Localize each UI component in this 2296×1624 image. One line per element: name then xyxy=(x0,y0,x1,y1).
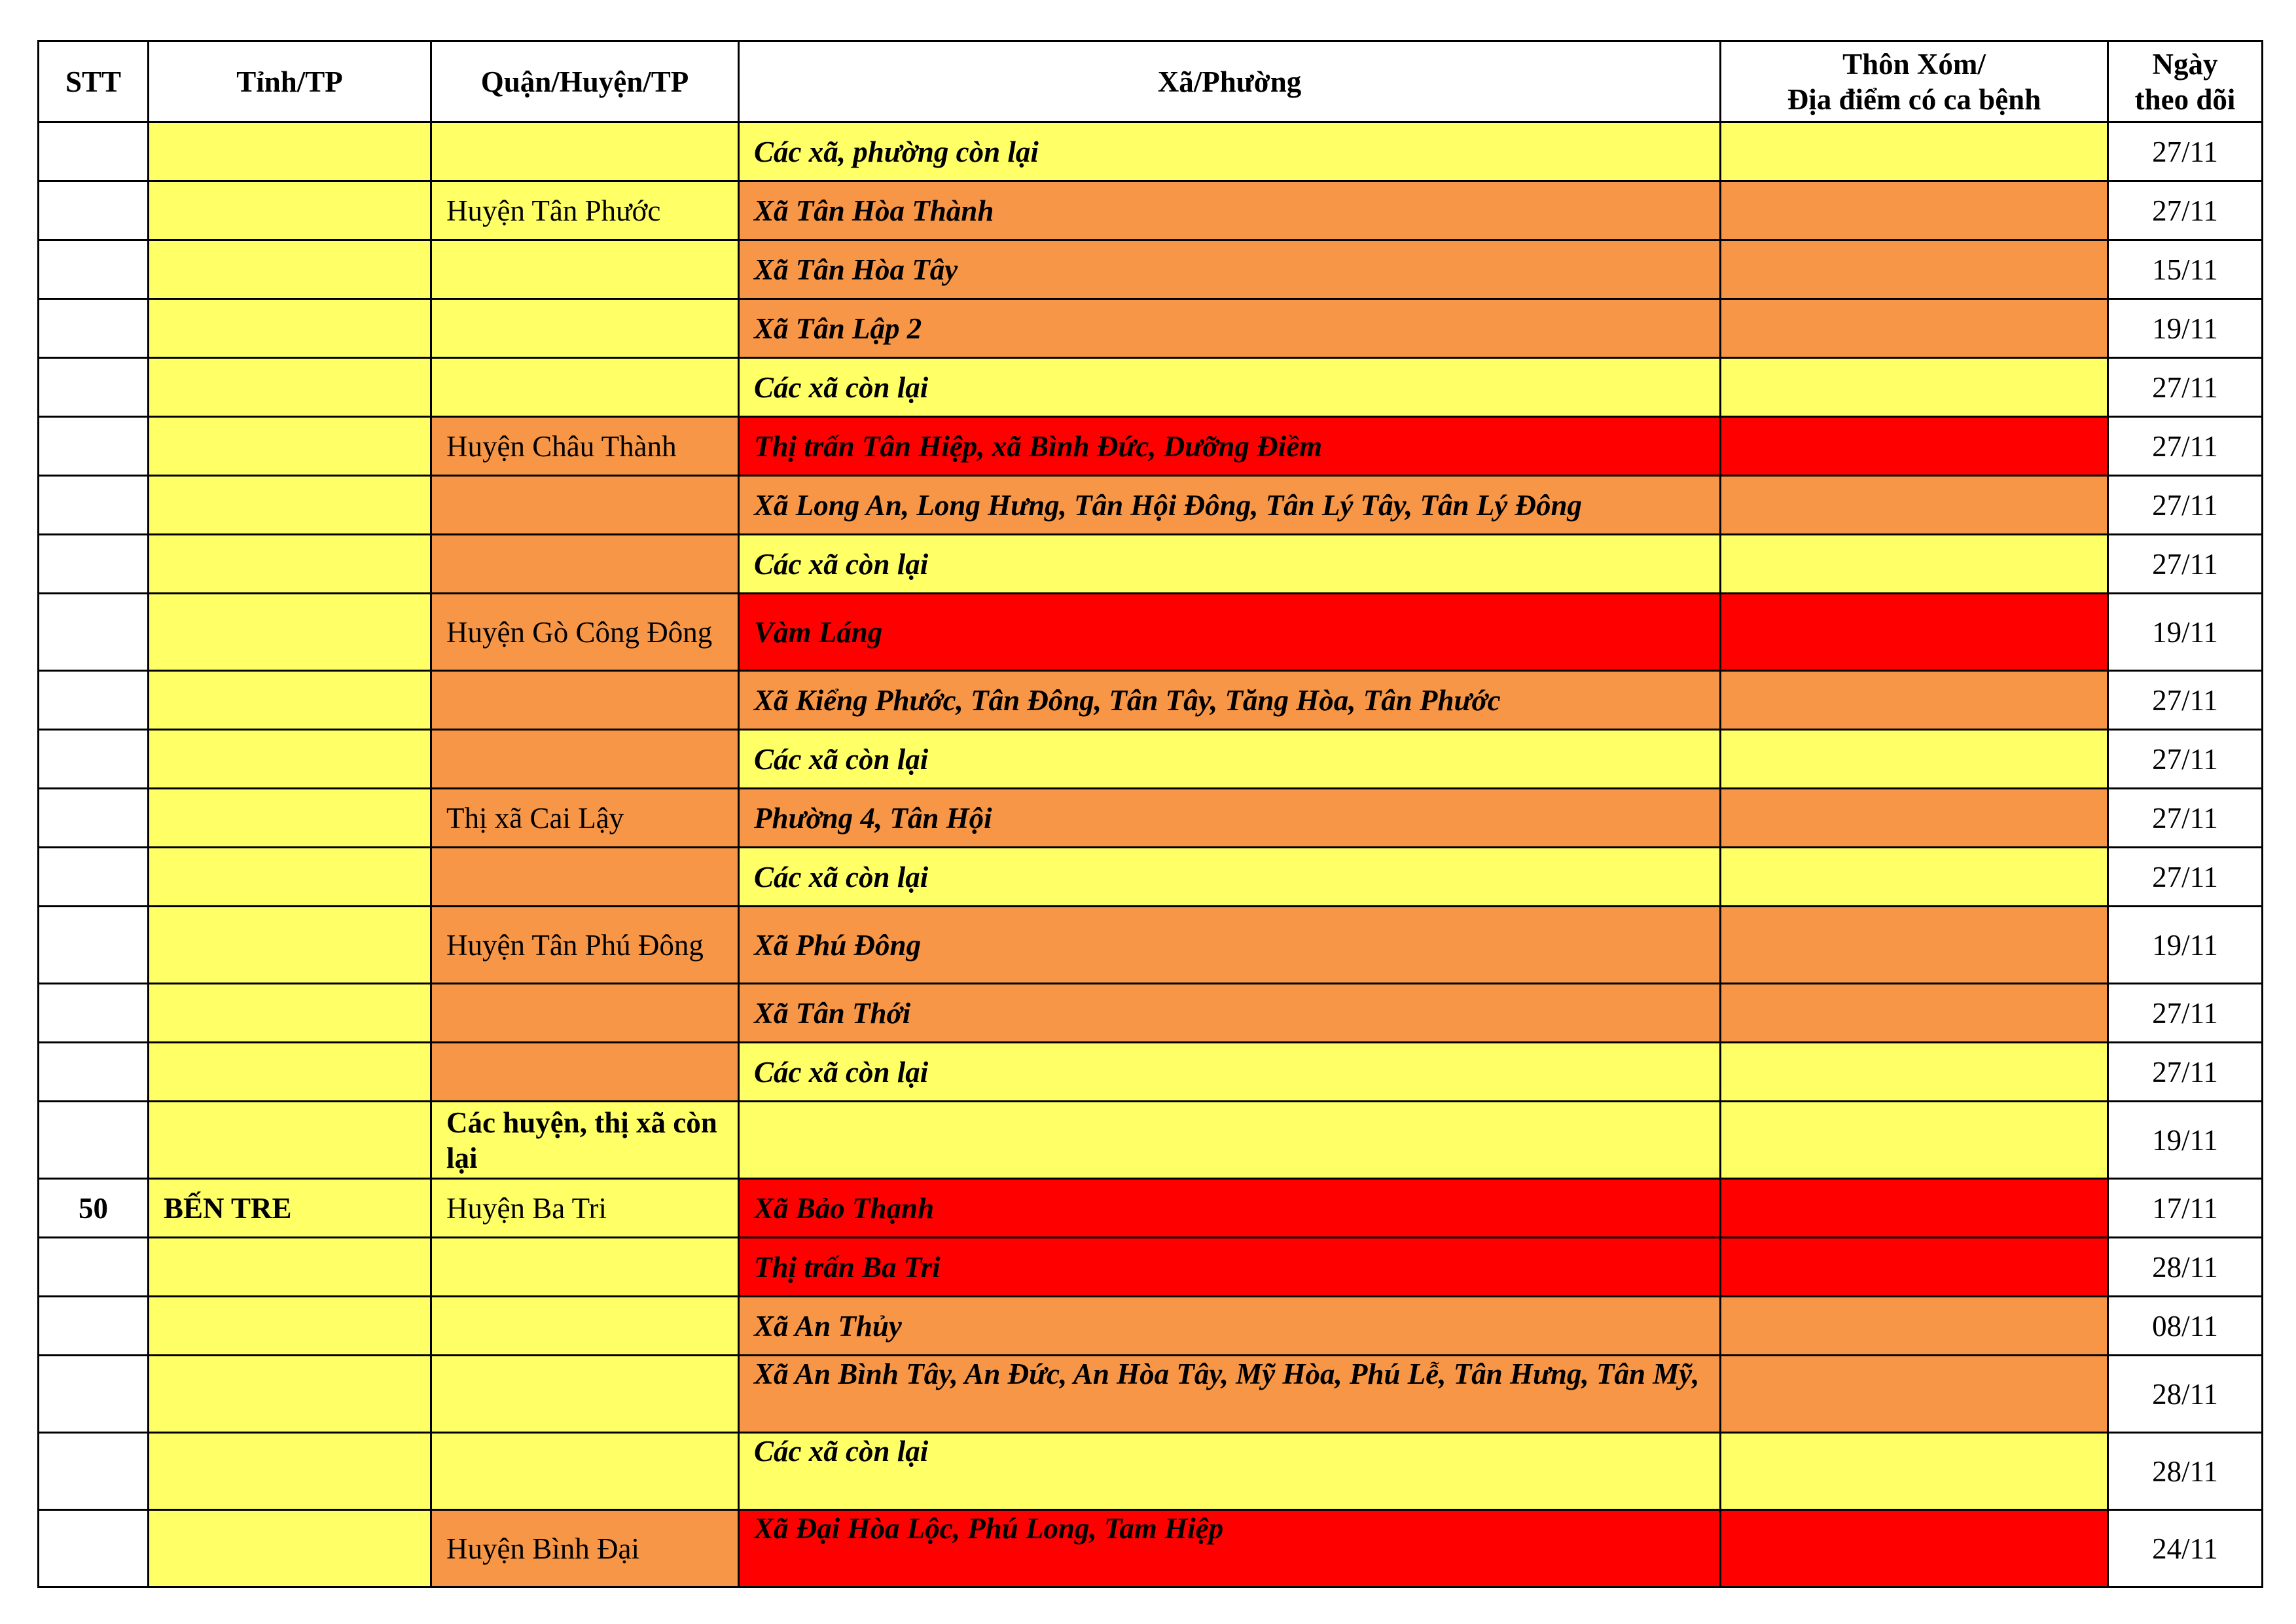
cell-stt: 50 xyxy=(39,1179,149,1238)
cell-stt xyxy=(39,240,149,299)
cell-tinh xyxy=(149,181,431,240)
cell-ngay: 24/11 xyxy=(2108,1510,2263,1587)
header-thon-line2: Địa điểm có ca bệnh xyxy=(1787,82,2041,116)
cell-thon xyxy=(1721,594,2108,671)
cell-ngay: 28/11 xyxy=(2108,1356,2263,1433)
cell-thon xyxy=(1721,1356,2108,1433)
cell-stt xyxy=(39,299,149,358)
cell-tinh xyxy=(149,1356,431,1433)
cell-thon xyxy=(1721,1433,2108,1510)
cell-thon xyxy=(1721,181,2108,240)
cell-ngay: 08/11 xyxy=(2108,1297,2263,1356)
cell-ngay: 27/11 xyxy=(2108,181,2263,240)
cell-tinh xyxy=(149,1238,431,1297)
table-row xyxy=(39,984,2263,1043)
cell-stt xyxy=(39,907,149,984)
cell-xa: Các xã còn lại xyxy=(739,848,1721,907)
cell-tinh xyxy=(149,789,431,848)
cell-stt xyxy=(39,1102,149,1179)
header-ngay-line2: theo dõi xyxy=(2134,82,2236,116)
cell-ngay: 27/11 xyxy=(2108,358,2263,417)
cell-quan xyxy=(431,848,739,907)
cell-thon xyxy=(1721,417,2108,476)
cell-tinh xyxy=(149,358,431,417)
cell-ngay: 19/11 xyxy=(2108,594,2263,671)
cell-thon xyxy=(1721,240,2108,299)
cell-quan xyxy=(431,1433,739,1510)
cell-xa: Các xã còn lại xyxy=(739,730,1721,789)
cell-stt xyxy=(39,476,149,535)
cell-ngay: 17/11 xyxy=(2108,1179,2263,1238)
cell-ngay: 19/11 xyxy=(2108,907,2263,984)
cell-xa: Xã Tân Thới xyxy=(739,984,1721,1043)
cell-ngay: 27/11 xyxy=(2108,789,2263,848)
table-body xyxy=(39,122,2263,1587)
cell-xa: Xã Tân Hòa Thành xyxy=(739,181,1721,240)
table-row xyxy=(39,181,2263,240)
header-stt: STT xyxy=(39,41,149,122)
cell-xa: Xã Kiểng Phước, Tân Đông, Tân Tây, Tăng Hòa, Tân Phước xyxy=(739,671,1721,730)
header-xa: Xã/Phường xyxy=(739,41,1721,122)
cell-ngay: 27/11 xyxy=(2108,476,2263,535)
table-row xyxy=(39,671,2263,730)
cell-ngay: 27/11 xyxy=(2108,535,2263,594)
cell-tinh xyxy=(149,1043,431,1102)
cell-xa: Xã Long An, Long Hưng, Tân Hội Đông, Tân Lý Tây, Tân Lý Đông xyxy=(739,476,1721,535)
cell-tinh xyxy=(149,984,431,1043)
cell-stt xyxy=(39,181,149,240)
header-row xyxy=(39,41,2263,122)
cell-thon xyxy=(1721,476,2108,535)
cell-stt xyxy=(39,848,149,907)
header-thon xyxy=(1721,41,2108,122)
cell-stt xyxy=(39,358,149,417)
cell-quan xyxy=(431,240,739,299)
cell-quan: Huyện Bình Đại xyxy=(431,1510,739,1587)
cell-tinh xyxy=(149,417,431,476)
cell-xa: Xã Phú Đông xyxy=(739,907,1721,984)
header-ngay-line1: Ngày xyxy=(2152,47,2218,81)
cell-tinh xyxy=(149,671,431,730)
cell-xa: Vàm Láng xyxy=(739,594,1721,671)
cell-xa: Các xã còn lại xyxy=(739,1043,1721,1102)
table-row xyxy=(39,122,2263,181)
cell-xa: Các xã còn lại xyxy=(739,358,1721,417)
table-row xyxy=(39,299,2263,358)
cell-thon xyxy=(1721,535,2108,594)
cell-quan xyxy=(431,671,739,730)
cell-thon xyxy=(1721,984,2108,1043)
cell-tinh xyxy=(149,240,431,299)
cell-thon xyxy=(1721,730,2108,789)
cell-xa: Xã Tân Hòa Tây xyxy=(739,240,1721,299)
cell-xa: Phường 4, Tân Hội xyxy=(739,789,1721,848)
cell-tinh xyxy=(149,122,431,181)
cell-thon xyxy=(1721,1179,2108,1238)
cell-tinh xyxy=(149,848,431,907)
cell-ngay: 27/11 xyxy=(2108,848,2263,907)
cell-quan xyxy=(431,358,739,417)
table-row xyxy=(39,1433,2263,1510)
cell-quan: Huyện Gò Công Đông xyxy=(431,594,739,671)
cell-quan xyxy=(431,1356,739,1433)
cell-xa: Thị trấn Ba Tri xyxy=(739,1238,1721,1297)
cell-thon xyxy=(1721,848,2108,907)
cell-thon xyxy=(1721,789,2108,848)
cell-thon xyxy=(1721,907,2108,984)
cell-thon xyxy=(1721,358,2108,417)
table-row xyxy=(39,1356,2263,1433)
cell-xa: Xã Tân Lập 2 xyxy=(739,299,1721,358)
cell-stt xyxy=(39,535,149,594)
table-row xyxy=(39,1510,2263,1587)
cell-tinh xyxy=(149,907,431,984)
table-row xyxy=(39,594,2263,671)
header-tinh: Tỉnh/TP xyxy=(149,41,431,122)
cell-thon xyxy=(1721,1297,2108,1356)
cell-stt xyxy=(39,122,149,181)
cell-stt xyxy=(39,1433,149,1510)
cell-stt xyxy=(39,1356,149,1433)
cell-thon xyxy=(1721,1238,2108,1297)
cell-stt xyxy=(39,789,149,848)
cell-quan xyxy=(431,122,739,181)
cell-xa: Các xã, phường còn lại xyxy=(739,122,1721,181)
cell-ngay: 28/11 xyxy=(2108,1238,2263,1297)
cell-quan xyxy=(431,730,739,789)
table-row xyxy=(39,417,2263,476)
table-row xyxy=(39,1102,2263,1179)
cell-tinh xyxy=(149,1510,431,1587)
cell-stt xyxy=(39,417,149,476)
cell-stt xyxy=(39,1043,149,1102)
cell-quan xyxy=(431,476,739,535)
cell-ngay: 27/11 xyxy=(2108,984,2263,1043)
cell-stt xyxy=(39,730,149,789)
cell-xa: Các xã còn lại xyxy=(739,1433,1721,1510)
cell-ngay: 28/11 xyxy=(2108,1433,2263,1510)
cell-thon xyxy=(1721,1510,2108,1587)
cell-thon xyxy=(1721,299,2108,358)
cell-thon xyxy=(1721,1043,2108,1102)
cell-quan: Huyện Tân Phước xyxy=(431,181,739,240)
table-row xyxy=(39,848,2263,907)
covid-risk-table xyxy=(37,40,2263,1588)
cell-xa: Xã Bảo Thạnh xyxy=(739,1179,1721,1238)
cell-ngay: 19/11 xyxy=(2108,1102,2263,1179)
cell-xa xyxy=(739,1102,1721,1179)
cell-tinh xyxy=(149,730,431,789)
table-row xyxy=(39,240,2263,299)
cell-ngay: 15/11 xyxy=(2108,240,2263,299)
header-ngay xyxy=(2108,41,2263,122)
table-row xyxy=(39,1043,2263,1102)
cell-ngay: 27/11 xyxy=(2108,730,2263,789)
table-row xyxy=(39,789,2263,848)
cell-ngay: 19/11 xyxy=(2108,299,2263,358)
table-row xyxy=(39,1238,2263,1297)
table-row xyxy=(39,358,2263,417)
cell-ngay: 27/11 xyxy=(2108,671,2263,730)
cell-quan: Huyện Ba Tri xyxy=(431,1179,739,1238)
cell-quan xyxy=(431,299,739,358)
cell-ngay: 27/11 xyxy=(2108,417,2263,476)
cell-quan: Huyện Tân Phú Đông xyxy=(431,907,739,984)
cell-xa: Các xã còn lại xyxy=(739,535,1721,594)
cell-thon xyxy=(1721,122,2108,181)
cell-ngay: 27/11 xyxy=(2108,1043,2263,1102)
cell-tinh xyxy=(149,1433,431,1510)
table-row xyxy=(39,1297,2263,1356)
cell-tinh xyxy=(149,1102,431,1179)
cell-stt xyxy=(39,1238,149,1297)
cell-tinh xyxy=(149,476,431,535)
header-thon-line1: Thôn Xóm/ xyxy=(1842,47,1986,81)
cell-quan xyxy=(431,984,739,1043)
cell-quan xyxy=(431,535,739,594)
cell-tinh xyxy=(149,299,431,358)
cell-tinh xyxy=(149,535,431,594)
cell-tinh xyxy=(149,1297,431,1356)
cell-stt xyxy=(39,1510,149,1587)
cell-quan: Thị xã Cai Lậy xyxy=(431,789,739,848)
cell-quan xyxy=(431,1238,739,1297)
cell-xa: Xã An Thủy xyxy=(739,1297,1721,1356)
table-row xyxy=(39,1179,2263,1238)
cell-xa: Xã Đại Hòa Lộc, Phú Long, Tam Hiệp xyxy=(739,1510,1721,1587)
cell-quan xyxy=(431,1297,739,1356)
cell-quan xyxy=(431,1043,739,1102)
cell-quan: Huyện Châu Thành xyxy=(431,417,739,476)
cell-quan: Các huyện, thị xã còn lại xyxy=(431,1102,739,1179)
cell-xa: Thị trấn Tân Hiệp, xã Bình Đức, Dưỡng Điềm xyxy=(739,417,1721,476)
header-quan: Quận/Huyện/TP xyxy=(431,41,739,122)
table-row xyxy=(39,730,2263,789)
cell-tinh: BẾN TRE xyxy=(149,1179,431,1238)
cell-ngay: 27/11 xyxy=(2108,122,2263,181)
cell-xa: Xã An Bình Tây, An Đức, An Hòa Tây, Mỹ Hòa, Phú Lễ, Tân Hưng, Tân Mỹ, xyxy=(739,1356,1721,1433)
cell-thon xyxy=(1721,1102,2108,1179)
table-row xyxy=(39,476,2263,535)
cell-stt xyxy=(39,1297,149,1356)
cell-stt xyxy=(39,671,149,730)
cell-stt xyxy=(39,594,149,671)
table-row xyxy=(39,535,2263,594)
table-row xyxy=(39,907,2263,984)
cell-stt xyxy=(39,984,149,1043)
cell-thon xyxy=(1721,671,2108,730)
cell-tinh xyxy=(149,594,431,671)
